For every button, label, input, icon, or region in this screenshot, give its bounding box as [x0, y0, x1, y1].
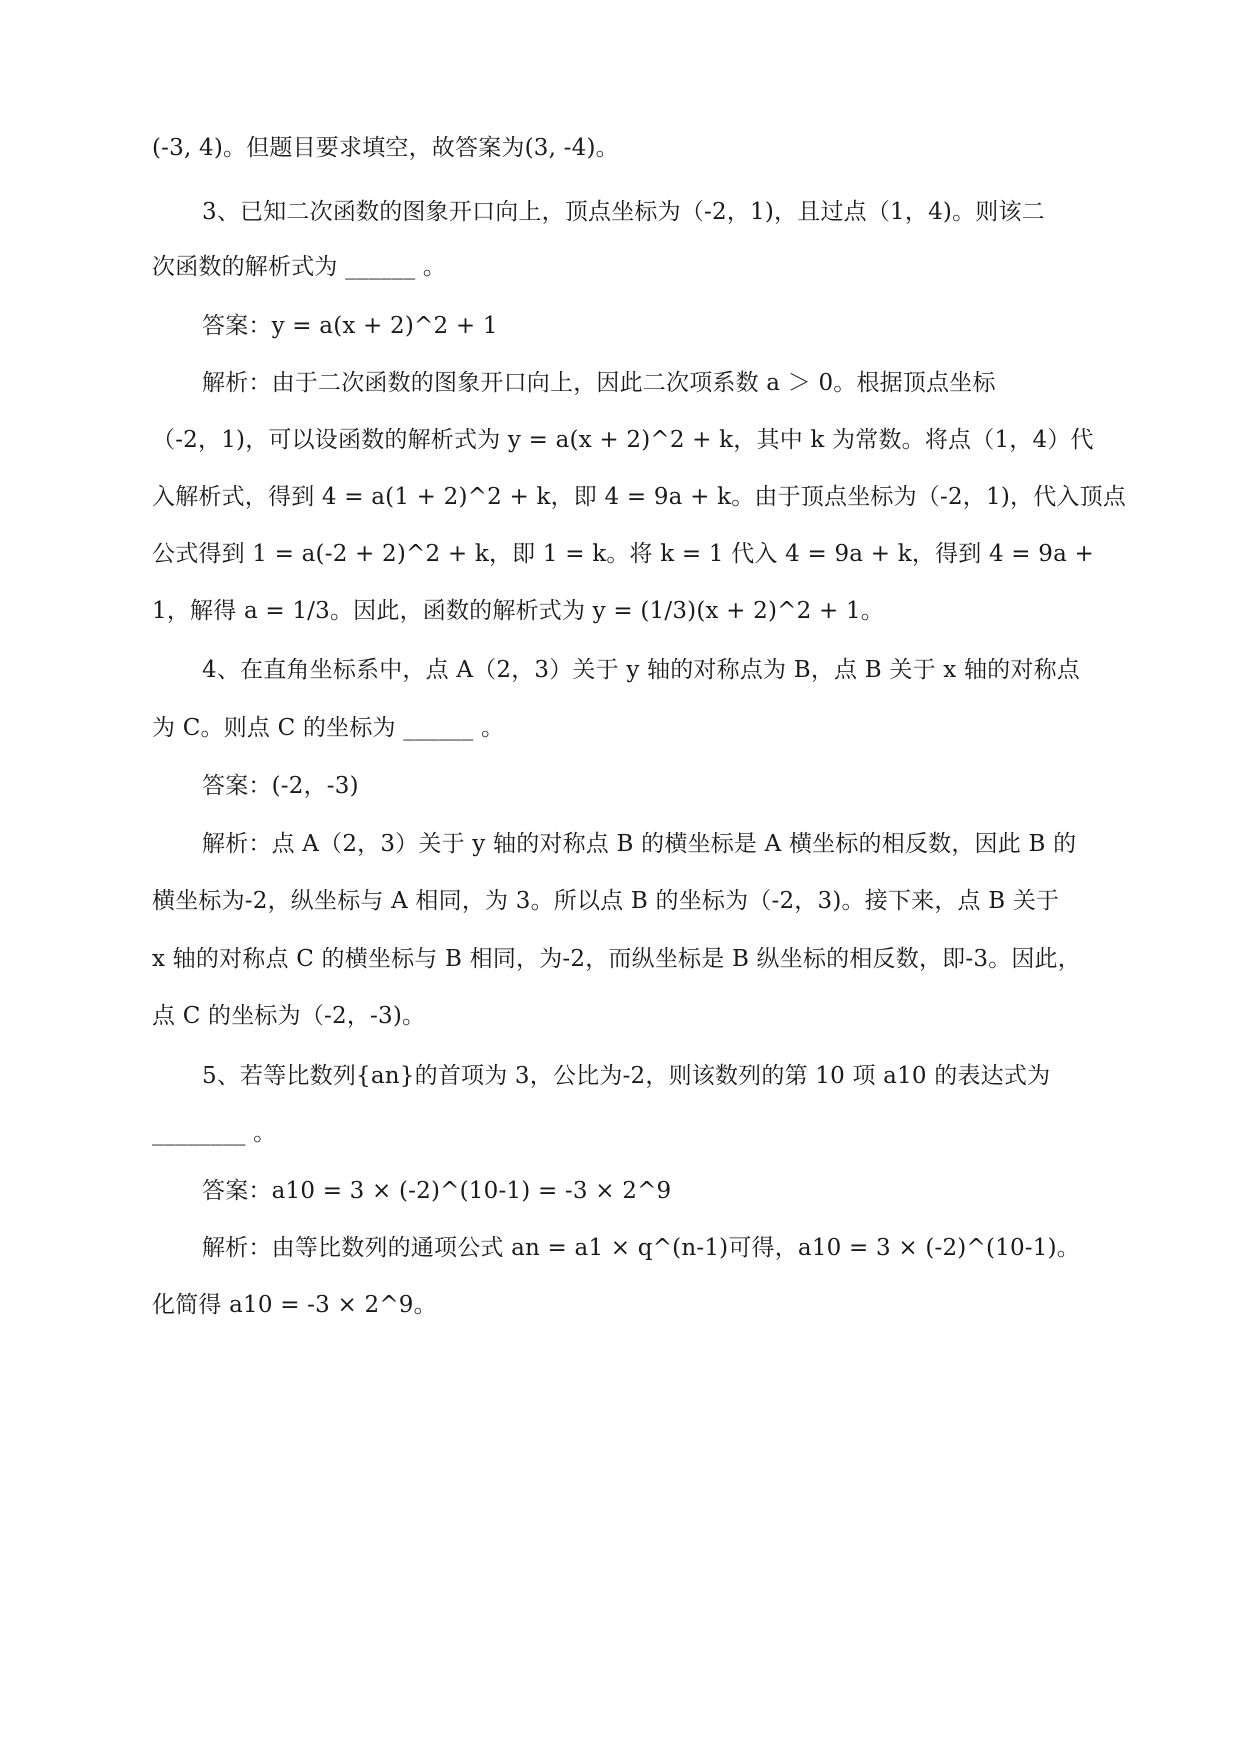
analysis-3-line-5: 1，解得 a = 1/3。因此，函数的解析式为 y = (1/3)(x + 2)^2 + 1。 — [152, 598, 885, 624]
analysis-4-line-2: 横坐标为-2，纵坐标与 A 相同，为 3。所以点 B 的坐标为（-2，3)。接下来，点 B 关于 — [152, 888, 1060, 914]
answer-4: 答案：(-2，-3) — [202, 773, 359, 799]
question-4-line-1: 4、在直角坐标系中，点 A（2，3）关于 y 轴的对称点为 B，点 B 关于 x 轴的对称点 — [202, 657, 1080, 683]
answer-5: 答案：a10 = 3 × (-2)^(10-1) = -3 × 2^9 — [202, 1178, 672, 1204]
answer-3: 答案：y = a(x + 2)^2 + 1 — [202, 313, 498, 339]
question-5-line-2: ________ 。 — [152, 1120, 277, 1146]
analysis-3-line-1: 解析：由于二次函数的图象开口向上，因此二次项系数 a ＞ 0。根据顶点坐标 — [202, 370, 996, 396]
question-3-line-1: 3、已知二次函数的图象开口向上，顶点坐标为（-2，1)，且过点（1，4)。则该二 — [202, 199, 1045, 225]
question-4-line-2: 为 C。则点 C 的坐标为 ______ 。 — [152, 715, 505, 741]
analysis-3-line-2: （-2，1)，可以设函数的解析式为 y = a(x + 2)^2 + k，其中 k 为常数。将点（1，4）代 — [152, 427, 1094, 453]
analysis-5-line-1: 解析：由等比数列的通项公式 an = a1 × q^(n-1)可得，a10 = 3 × (-2)^(10-1)。 — [202, 1235, 1080, 1261]
analysis-4-line-3: x 轴的对称点 C 的横坐标与 B 相同，为-2，而纵坐标是 B 纵坐标的相反数，即-3。因此， — [152, 946, 1081, 972]
analysis-4-line-4: 点 C 的坐标为（-2，-3)。 — [152, 1003, 426, 1029]
analysis-5-line-2: 化简得 a10 = -3 × 2^9。 — [152, 1292, 437, 1318]
question-5-line-1: 5、若等比数列{an}的首项为 3，公比为-2，则该数列的第 10 项 a10 的表达式为 — [202, 1063, 1051, 1089]
analysis-4-line-1: 解析：点 A（2，3）关于 y 轴的对称点 B 的横坐标是 A 横坐标的相反数，因此 B 的 — [202, 831, 1077, 857]
question-3-line-2: 次函数的解析式为 ______ 。 — [152, 254, 447, 280]
text-line-prev-answer: (-3, 4)。但题目要求填空，故答案为(3, -4)。 — [152, 135, 619, 161]
analysis-3-line-3: 入解析式，得到 4 = a(1 + 2)^2 + k，即 4 = 9a + k。由于顶点坐标为（-2，1)，代入顶点 — [152, 484, 1127, 510]
analysis-3-line-4: 公式得到 1 = a(-2 + 2)^2 + k，即 1 = k。将 k = 1 代入 4 = 9a + k，得到 4 = 9a + — [152, 541, 1095, 567]
